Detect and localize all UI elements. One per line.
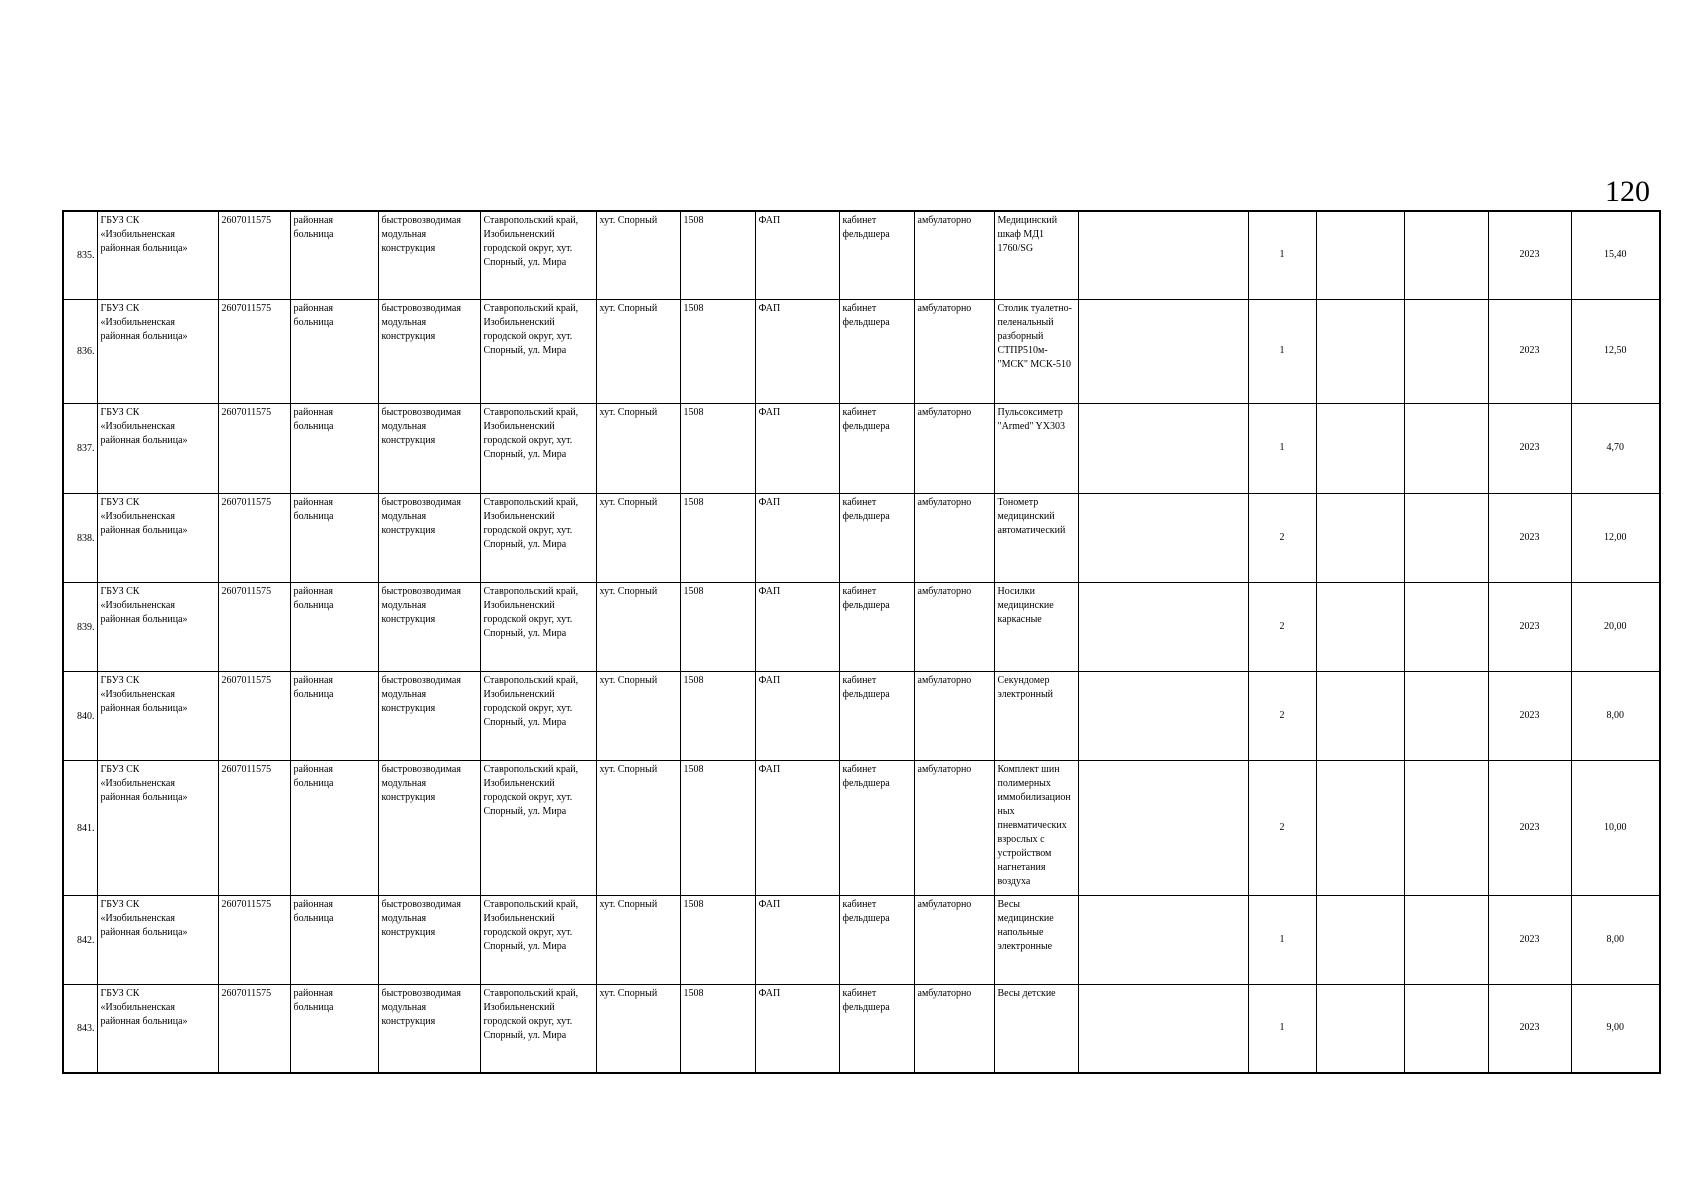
year-cell: 2023 xyxy=(1488,582,1571,671)
row-number-cell: 841. xyxy=(63,760,97,895)
amount-cell: 4,70 xyxy=(1571,403,1660,493)
population-cell: 1508 xyxy=(680,582,755,671)
table-row xyxy=(63,493,1660,582)
address-cell: Ставропольский край, Изобильненский городской округ, хут. Спорный, ул. Мира xyxy=(480,671,596,760)
organization-type-cell: районная больница xyxy=(290,760,378,895)
building-type-cell: быстровозводимая модульная конструкция xyxy=(378,760,480,895)
empty-cell xyxy=(1316,211,1404,299)
population-cell: 1508 xyxy=(680,493,755,582)
row-number-cell: 838. xyxy=(63,493,97,582)
population-cell: 1508 xyxy=(680,984,755,1073)
organization-cell: ГБУЗ СК «Изобильненская районная больница» xyxy=(97,493,218,582)
inn-cell: 2607011575 xyxy=(218,299,290,403)
empty-cell xyxy=(1316,493,1404,582)
row-number-cell: 835. xyxy=(63,211,97,299)
quantity-cell: 2 xyxy=(1248,671,1316,760)
settlement-cell: хут. Спорный xyxy=(596,760,680,895)
inn-cell: 2607011575 xyxy=(218,671,290,760)
address-cell: Ставропольский край, Изобильненский городской округ, хут. Спорный, ул. Мира xyxy=(480,403,596,493)
care-mode-cell: амбулаторно xyxy=(914,403,994,493)
facility-type-cell: ФАП xyxy=(755,299,839,403)
equipment-name-cell: Весы медицинские напольные электронные xyxy=(994,895,1078,984)
amount-cell: 9,00 xyxy=(1571,984,1660,1073)
empty-cell xyxy=(1316,984,1404,1073)
empty-cell xyxy=(1078,760,1248,895)
empty-cell xyxy=(1404,760,1488,895)
empty-cell xyxy=(1404,895,1488,984)
amount-cell: 15,40 xyxy=(1571,211,1660,299)
settlement-cell: хут. Спорный xyxy=(596,895,680,984)
row-number-cell: 843. xyxy=(63,984,97,1073)
organization-type-cell: районная больница xyxy=(290,299,378,403)
building-type-cell: быстровозводимая модульная конструкция xyxy=(378,671,480,760)
empty-cell xyxy=(1404,299,1488,403)
amount-cell: 10,00 xyxy=(1571,760,1660,895)
organization-type-cell: районная больница xyxy=(290,895,378,984)
quantity-cell: 2 xyxy=(1248,493,1316,582)
care-mode-cell: амбулаторно xyxy=(914,984,994,1073)
equipment-name-cell: Пульсоксиметр "Armed" YX303 xyxy=(994,403,1078,493)
equipment-name-cell: Секундомер электронный xyxy=(994,671,1078,760)
room-cell: кабинет фельдшера xyxy=(839,984,914,1073)
equipment-name-cell: Весы детские xyxy=(994,984,1078,1073)
organization-cell: ГБУЗ СК «Изобильненская районная больница» xyxy=(97,671,218,760)
quantity-cell: 2 xyxy=(1248,760,1316,895)
care-mode-cell: амбулаторно xyxy=(914,582,994,671)
empty-cell xyxy=(1404,211,1488,299)
room-cell: кабинет фельдшера xyxy=(839,493,914,582)
organization-type-cell: районная больница xyxy=(290,984,378,1073)
empty-cell xyxy=(1316,760,1404,895)
inn-cell: 2607011575 xyxy=(218,984,290,1073)
room-cell: кабинет фельдшера xyxy=(839,671,914,760)
organization-cell: ГБУЗ СК «Изобильненская районная больница» xyxy=(97,582,218,671)
facility-type-cell: ФАП xyxy=(755,582,839,671)
facility-type-cell: ФАП xyxy=(755,895,839,984)
settlement-cell: хут. Спорный xyxy=(596,582,680,671)
quantity-cell: 2 xyxy=(1248,582,1316,671)
settlement-cell: хут. Спорный xyxy=(596,671,680,760)
empty-cell xyxy=(1316,403,1404,493)
facility-type-cell: ФАП xyxy=(755,984,839,1073)
population-cell: 1508 xyxy=(680,299,755,403)
quantity-cell: 1 xyxy=(1248,403,1316,493)
organization-cell: ГБУЗ СК «Изобильненская районная больница» xyxy=(97,299,218,403)
table-row xyxy=(63,760,1660,895)
population-cell: 1508 xyxy=(680,403,755,493)
empty-cell xyxy=(1316,671,1404,760)
organization-cell: ГБУЗ СК «Изобильненская районная больница» xyxy=(97,403,218,493)
empty-cell xyxy=(1404,493,1488,582)
organization-type-cell: районная больница xyxy=(290,493,378,582)
address-cell: Ставропольский край, Изобильненский городской округ, хут. Спорный, ул. Мира xyxy=(480,299,596,403)
row-number-cell: 837. xyxy=(63,403,97,493)
inn-cell: 2607011575 xyxy=(218,760,290,895)
organization-type-cell: районная больница xyxy=(290,211,378,299)
row-number-cell: 842. xyxy=(63,895,97,984)
facility-type-cell: ФАП xyxy=(755,671,839,760)
settlement-cell: хут. Спорный xyxy=(596,403,680,493)
organization-cell: ГБУЗ СК «Изобильненская районная больница» xyxy=(97,211,218,299)
table-row xyxy=(63,671,1660,760)
population-cell: 1508 xyxy=(680,895,755,984)
inn-cell: 2607011575 xyxy=(218,895,290,984)
empty-cell xyxy=(1078,895,1248,984)
quantity-cell: 1 xyxy=(1248,299,1316,403)
table-row xyxy=(63,211,1660,299)
facility-type-cell: ФАП xyxy=(755,493,839,582)
address-cell: Ставропольский край, Изобильненский городской округ, хут. Спорный, ул. Мира xyxy=(480,984,596,1073)
building-type-cell: быстровозводимая модульная конструкция xyxy=(378,403,480,493)
row-number-cell: 836. xyxy=(63,299,97,403)
room-cell: кабинет фельдшера xyxy=(839,299,914,403)
equipment-name-cell: Комплект шин полимерных иммобилизацион ных пневматических взрослых с устройством нагнетания воздуха xyxy=(994,760,1078,895)
building-type-cell: быстровозводимая модульная конструкция xyxy=(378,299,480,403)
empty-cell xyxy=(1078,211,1248,299)
care-mode-cell: амбулаторно xyxy=(914,493,994,582)
table-row xyxy=(63,895,1660,984)
room-cell: кабинет фельдшера xyxy=(839,895,914,984)
table-row xyxy=(63,984,1660,1073)
address-cell: Ставропольский край, Изобильненский городской округ, хут. Спорный, ул. Мира xyxy=(480,582,596,671)
organization-cell: ГБУЗ СК «Изобильненская районная больница» xyxy=(97,984,218,1073)
population-cell: 1508 xyxy=(680,760,755,895)
equipment-name-cell: Тонометр медицинский автоматический xyxy=(994,493,1078,582)
table-row xyxy=(63,299,1660,403)
amount-cell: 12,50 xyxy=(1571,299,1660,403)
year-cell: 2023 xyxy=(1488,671,1571,760)
organization-type-cell: районная больница xyxy=(290,671,378,760)
year-cell: 2023 xyxy=(1488,493,1571,582)
population-cell: 1508 xyxy=(680,671,755,760)
row-number-cell: 840. xyxy=(63,671,97,760)
equipment-name-cell: Медицинский шкаф МД1 1760/SG xyxy=(994,211,1078,299)
year-cell: 2023 xyxy=(1488,760,1571,895)
page-number: 120 xyxy=(1605,175,1650,208)
building-type-cell: быстровозводимая модульная конструкция xyxy=(378,211,480,299)
empty-cell xyxy=(1078,403,1248,493)
quantity-cell: 1 xyxy=(1248,211,1316,299)
empty-cell xyxy=(1404,671,1488,760)
organization-type-cell: районная больница xyxy=(290,582,378,671)
empty-cell xyxy=(1078,299,1248,403)
building-type-cell: быстровозводимая модульная конструкция xyxy=(378,493,480,582)
settlement-cell: хут. Спорный xyxy=(596,299,680,403)
building-type-cell: быстровозводимая модульная конструкция xyxy=(378,895,480,984)
table-row xyxy=(63,582,1660,671)
inn-cell: 2607011575 xyxy=(218,211,290,299)
amount-cell: 8,00 xyxy=(1571,895,1660,984)
population-cell: 1508 xyxy=(680,211,755,299)
settlement-cell: хут. Спорный xyxy=(596,493,680,582)
year-cell: 2023 xyxy=(1488,299,1571,403)
empty-cell xyxy=(1078,493,1248,582)
year-cell: 2023 xyxy=(1488,895,1571,984)
year-cell: 2023 xyxy=(1488,211,1571,299)
building-type-cell: быстровозводимая модульная конструкция xyxy=(378,582,480,671)
facility-type-cell: ФАП xyxy=(755,403,839,493)
facility-type-cell: ФАП xyxy=(755,760,839,895)
care-mode-cell: амбулаторно xyxy=(914,760,994,895)
inn-cell: 2607011575 xyxy=(218,493,290,582)
address-cell: Ставропольский край, Изобильненский городской округ, хут. Спорный, ул. Мира xyxy=(480,760,596,895)
room-cell: кабинет фельдшера xyxy=(839,760,914,895)
empty-cell xyxy=(1316,582,1404,671)
care-mode-cell: амбулаторно xyxy=(914,211,994,299)
care-mode-cell: амбулаторно xyxy=(914,895,994,984)
inn-cell: 2607011575 xyxy=(218,403,290,493)
equipment-register-table xyxy=(62,210,1661,1074)
quantity-cell: 1 xyxy=(1248,895,1316,984)
inn-cell: 2607011575 xyxy=(218,582,290,671)
address-cell: Ставропольский край, Изобильненский городской округ, хут. Спорный, ул. Мира xyxy=(480,493,596,582)
empty-cell xyxy=(1316,299,1404,403)
empty-cell xyxy=(1404,403,1488,493)
amount-cell: 20,00 xyxy=(1571,582,1660,671)
equipment-name-cell: Носилки медицинские каркасные xyxy=(994,582,1078,671)
table-row xyxy=(63,403,1660,493)
amount-cell: 12,00 xyxy=(1571,493,1660,582)
care-mode-cell: амбулаторно xyxy=(914,671,994,760)
empty-cell xyxy=(1078,671,1248,760)
year-cell: 2023 xyxy=(1488,984,1571,1073)
organization-cell: ГБУЗ СК «Изобильненская районная больница» xyxy=(97,760,218,895)
organization-type-cell: районная больница xyxy=(290,403,378,493)
address-cell: Ставропольский край, Изобильненский городской округ, хут. Спорный, ул. Мира xyxy=(480,895,596,984)
empty-cell xyxy=(1404,984,1488,1073)
empty-cell xyxy=(1404,582,1488,671)
settlement-cell: хут. Спорный xyxy=(596,984,680,1073)
empty-cell xyxy=(1078,582,1248,671)
empty-cell xyxy=(1078,984,1248,1073)
row-number-cell: 839. xyxy=(63,582,97,671)
quantity-cell: 1 xyxy=(1248,984,1316,1073)
care-mode-cell: амбулаторно xyxy=(914,299,994,403)
facility-type-cell: ФАП xyxy=(755,211,839,299)
room-cell: кабинет фельдшера xyxy=(839,582,914,671)
settlement-cell: хут. Спорный xyxy=(596,211,680,299)
building-type-cell: быстровозводимая модульная конструкция xyxy=(378,984,480,1073)
empty-cell xyxy=(1316,895,1404,984)
room-cell: кабинет фельдшера xyxy=(839,403,914,493)
equipment-name-cell: Столик туалетно-пеленальный разборный СТПР510м-"МСК" МСК-510 xyxy=(994,299,1078,403)
address-cell: Ставропольский край, Изобильненский городской округ, хут. Спорный, ул. Мира xyxy=(480,211,596,299)
year-cell: 2023 xyxy=(1488,403,1571,493)
room-cell: кабинет фельдшера xyxy=(839,211,914,299)
organization-cell: ГБУЗ СК «Изобильненская районная больница» xyxy=(97,895,218,984)
amount-cell: 8,00 xyxy=(1571,671,1660,760)
